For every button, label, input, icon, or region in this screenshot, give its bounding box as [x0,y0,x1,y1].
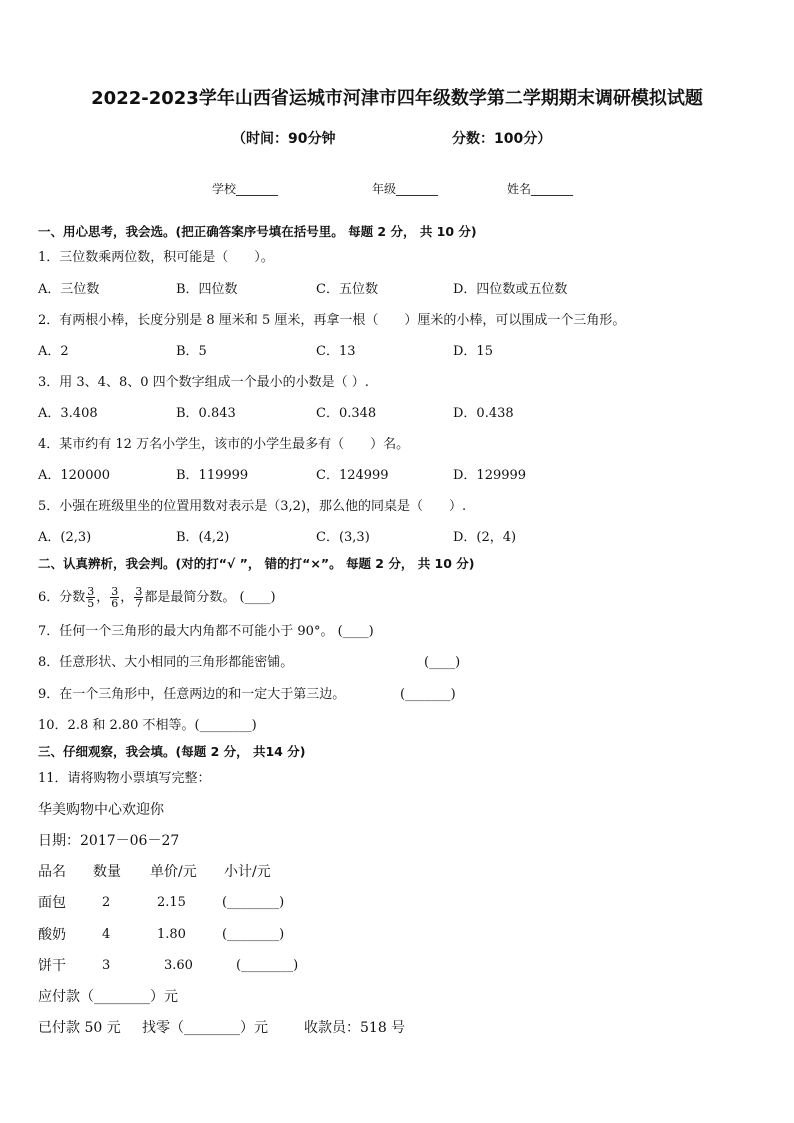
q4-option-d: D．129999 [453,468,527,483]
q3-option-c: C．0.348 [316,406,377,421]
question-4: 4．某市约有 12 万名小学生，该市的小学生最多有（ ）名。 [38,437,410,452]
receipt-header-name: 品名 [38,864,66,880]
q1-option-d: D．四位数或五位数 [453,282,568,297]
section-2-heading: 二、认真辨析，我会判。(对的打“√ ”， 错的打“×”。 每题 2 分， 共 10 分) [38,556,475,571]
question-11: 11．请将购物小票填写完整： [38,771,211,786]
q1-option-b: B．四位数 [176,282,238,297]
q5-option-b: B．(4,2) [176,530,230,545]
receipt-row-name: 酸奶 [38,927,66,943]
receipt-amount-due: 应付款（________）元 [38,989,178,1005]
receipt-store: 华美购物中心欢迎你 [38,802,164,818]
fraction-3-7: $\frac{3}{7}$ [135,585,143,610]
receipt-cashier: 收款员：518 号 [304,1020,406,1036]
q3-option-a: A．3.408 [38,406,98,421]
receipt-row-name: 面包 [38,895,66,911]
section-1-heading: 一、用心思考，我会选。(把正确答案序号填在括号里。 每题 2 分， 共 10 分) [38,224,477,239]
receipt-row-price: 1.80 [157,927,186,942]
question-5: 5．小强在班级里坐的位置用数对表示是（3,2)，那么他的同桌是（ ）. [38,499,467,514]
receipt-row-qty: 4 [102,927,111,942]
q1-option-c: C．五位数 [316,282,378,297]
question-9: 9．在一个三角形中，任意两边的和一定大于第三边。 [38,687,346,702]
receipt-header-subtotal: 小计/元 [224,864,271,880]
exam-time: （时间：90分钟 [232,131,336,147]
q2-option-a: A．2 [38,344,69,359]
receipt-row-qty: 2 [102,895,111,910]
q2-option-c: C．13 [316,344,356,359]
grade-field: 年级_______ [372,182,439,196]
receipt-change: 找零（________）元 [142,1020,268,1036]
q9-answer-blank[interactable]: (_______) [400,687,456,702]
receipt-header-qty: 数量 [93,864,121,880]
receipt-amount-paid: 已付款 50 元 [38,1020,121,1036]
question-8: 8．任意形状、大小相同的三角形都能密铺。 [38,655,294,670]
section-3-heading: 三、仔细观察，我会填。(每题 2 分， 共14 分) [38,744,306,759]
q5-option-c: C．(3,3) [316,530,370,545]
receipt-row-price: 3.60 [164,958,193,973]
question-1: 1．三位数乘两位数，积可能是（ ）。 [38,250,274,265]
exam-score: 分数：100分） [452,131,552,147]
question-10: 10．2.8 和 2.80 不相等。(________) [38,718,257,733]
receipt-row-qty: 3 [102,958,111,973]
receipt-row-name: 饼干 [38,958,66,974]
receipt-date: 日期：2017－06－27 [38,833,180,849]
receipt-row-subtotal-blank[interactable]: (________) [236,958,299,973]
q3-option-b: B．0.843 [176,406,236,421]
school-field: 学校_______ [212,182,279,196]
question-2: 2．有两根小棒，长度分别是 8 厘米和 5 厘米，再拿一根（ ）厘米的小棒，可以围成一个三角形。 [38,313,626,328]
q1-option-a: A．三位数 [38,282,100,297]
q2-option-b: B．5 [176,344,207,359]
q2-option-d: D．15 [453,344,493,359]
fraction-3-6: $\frac{3}{6}$ [111,585,119,610]
receipt-header-price: 单价/元 [150,864,197,880]
question-7: 7．任何一个三角形的最大内角都不可能小于 90°。 (____) [38,624,374,639]
question-6: 6．分数 $\frac{3}{5}$ ， $\frac{3}{6}$ ， $\frac{3}{7}$ 都是最简分数。 (____) [38,585,276,610]
q3-option-d: D．0.438 [453,406,514,421]
q6-suffix: 都是最简分数。 (____) [144,590,276,605]
receipt-row-subtotal-blank[interactable]: (________) [222,895,285,910]
q4-option-b: B．119999 [176,468,249,483]
page-title: 2022-2023学年山西省运城市河津市四年级数学第二学期期末调研模拟试题 [91,88,703,109]
q8-answer-blank[interactable]: (____) [424,655,461,670]
q5-option-d: D．(2，4) [453,530,517,545]
q5-option-a: A．(2,3) [38,530,92,545]
question-3: 3．用 3、4、8、0 四个数字组成一个最小的小数是（ ）. [38,375,369,390]
fraction-3-5: $\frac{3}{5}$ [87,585,95,610]
q4-option-c: C．124999 [316,468,389,483]
q6-prefix: 6．分数 [38,590,86,605]
q4-option-a: A．120000 [38,468,111,483]
receipt-row-price: 2.15 [157,895,186,910]
receipt-row-subtotal-blank[interactable]: (________) [222,927,285,942]
name-field: 姓名_______ [507,182,574,196]
